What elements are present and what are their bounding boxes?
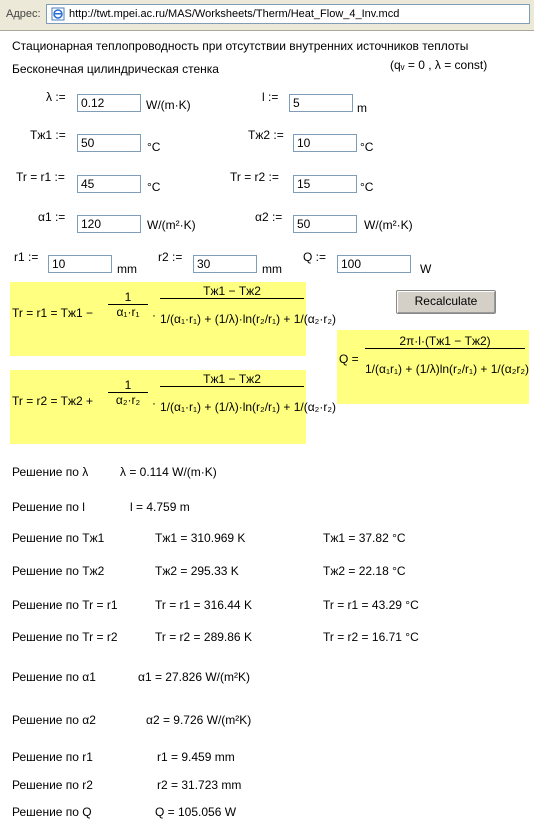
formula-tr2 <box>10 370 336 444</box>
result-value: Tж2 = 295.33 K <box>155 564 239 578</box>
address-label: Адрес: <box>6 8 41 20</box>
formula-q <box>337 330 529 404</box>
formula-tr2-num: Tж1 − Tж2 <box>160 372 304 387</box>
formula-tr2-frac: 1 α₂·r₂ <box>108 378 148 407</box>
tr2-unit: °C <box>360 180 374 194</box>
recalculate-button[interactable]: Recalculate <box>396 290 496 314</box>
r1-unit: mm <box>117 262 137 276</box>
alpha2-unit: W/(m²·K) <box>364 218 413 232</box>
tr2-symbol: Tr = r2 := <box>230 170 279 184</box>
formula-tr1-num: Tж1 − Tж2 <box>160 284 304 299</box>
result-value: α2 = 9.726 W/(m²K) <box>146 713 252 727</box>
q-unit: W <box>420 262 432 276</box>
alpha2-input[interactable]: 50 <box>293 215 357 233</box>
result-value: Q = 105.056 W <box>155 805 237 819</box>
formula-tr2-den: 1/(α₁·r₁) + (1/λ)·ln(r₂/r₁) + 1/(α₂·r₂) <box>160 400 336 414</box>
r1-symbol: r1 := <box>14 250 39 264</box>
tzh1-symbol: Tж1 := <box>30 128 66 142</box>
result-label: Решение по Tж1 <box>12 531 105 545</box>
title-line-2: Бесконечная цилиндрическая стенка <box>12 62 219 76</box>
tr1-unit: °C <box>147 180 161 194</box>
dot: · <box>152 308 156 322</box>
formula-q-den: 1/(α₁r₁) + (1/λ)ln(r₂/r₁) + 1/(α₂r₂) <box>365 362 529 376</box>
tzh2-symbol: Tж2 := <box>248 128 284 142</box>
dot: · <box>152 396 156 410</box>
lambda-symbol: λ := <box>46 90 66 104</box>
alpha2-symbol: α2 := <box>255 210 283 224</box>
result-value: Tr = r2 = 289.86 K <box>155 630 252 644</box>
tzh2-input[interactable]: 10 <box>293 134 357 152</box>
alpha1-symbol: α1 := <box>38 210 66 224</box>
tzh2-unit: °C <box>360 140 374 154</box>
result-label: Решение по r2 <box>12 778 93 792</box>
result-value: α1 = 27.826 W/(m²K) <box>138 670 250 684</box>
q-symbol: Q := <box>303 250 327 264</box>
l-unit: m <box>357 101 367 115</box>
result-label: Решение по α2 <box>12 713 96 727</box>
condition-note: (qᵥ = 0 , λ = const) <box>390 58 488 72</box>
address-url: http://twt.mpei.ac.ru/MAS/Worksheets/Therm/Heat_Flow_4_Inv.mcd <box>69 8 400 20</box>
result-label: Решение по Tr = r2 <box>12 630 118 644</box>
result-value: Tr = r1 = 316.44 K <box>155 598 252 612</box>
address-input[interactable] <box>46 4 530 24</box>
tzh1-input[interactable]: 50 <box>77 134 141 152</box>
result-label: Решение по Tr = r1 <box>12 598 118 612</box>
result-value: l = 4.759 m <box>130 500 190 514</box>
lambda-input[interactable]: 0.12 <box>77 94 141 112</box>
q-input[interactable]: 100 <box>337 255 411 273</box>
result-label: Решение по Tж2 <box>12 564 105 578</box>
lambda-unit: W/(m·K) <box>146 98 191 112</box>
ie-page-icon <box>51 7 65 21</box>
l-input[interactable]: 5 <box>289 94 353 112</box>
tr1-input[interactable]: 45 <box>77 175 141 193</box>
formula-tr1 <box>10 282 336 356</box>
r2-unit: mm <box>262 262 282 276</box>
result-label: Решение по Q <box>12 805 92 819</box>
result-label: Решение по α1 <box>12 670 96 684</box>
alpha1-unit: W/(m²·K) <box>147 218 196 232</box>
formula-q-num: 2π·l·(Tж1 − Tж2) <box>365 334 525 349</box>
formula-tr1-den: 1/(α₁·r₁) + (1/λ)·ln(r₂/r₁) + 1/(α₂·r₂) <box>160 312 336 326</box>
result-value: λ = 0.114 W/(m·K) <box>120 465 217 479</box>
alpha1-input[interactable]: 120 <box>77 215 141 233</box>
r2-input[interactable]: 30 <box>193 255 257 273</box>
result-label: Решение по r1 <box>12 750 93 764</box>
formula-q-lhs: Q = <box>339 352 359 366</box>
result-label: Решение по λ <box>12 465 89 479</box>
tr1-symbol: Tr = r1 := <box>16 170 65 184</box>
r2-symbol: r2 := <box>158 250 183 264</box>
title-line-1: Стационарная теплопроводность при отсутствии внутренних источников теплоты <box>12 39 469 53</box>
l-symbol: l := <box>262 90 279 104</box>
result-value-celsius: Tж1 = 37.82 °C <box>323 531 406 545</box>
result-value-celsius: Tr = r2 = 16.71 °C <box>323 630 419 644</box>
formula-tr1-frac: 1 α₁·r₁ <box>108 290 148 319</box>
tzh1-unit: °C <box>147 140 161 154</box>
tr2-input[interactable]: 15 <box>293 175 357 193</box>
result-value-celsius: Tr = r1 = 43.29 °C <box>323 598 419 612</box>
result-value: Tж1 = 310.969 K <box>155 531 246 545</box>
formula-tr2-lhs: Tr = r2 = Tж2 + <box>12 394 94 408</box>
formula-tr1-lhs: Tr = r1 = Tж1 − <box>12 306 94 320</box>
r1-input[interactable]: 10 <box>48 255 112 273</box>
address-bar <box>0 0 534 31</box>
result-value: r1 = 9.459 mm <box>157 750 235 764</box>
result-label: Решение по l <box>12 500 85 514</box>
result-value: r2 = 31.723 mm <box>157 778 242 792</box>
result-value-celsius: Tж2 = 22.18 °C <box>323 564 406 578</box>
